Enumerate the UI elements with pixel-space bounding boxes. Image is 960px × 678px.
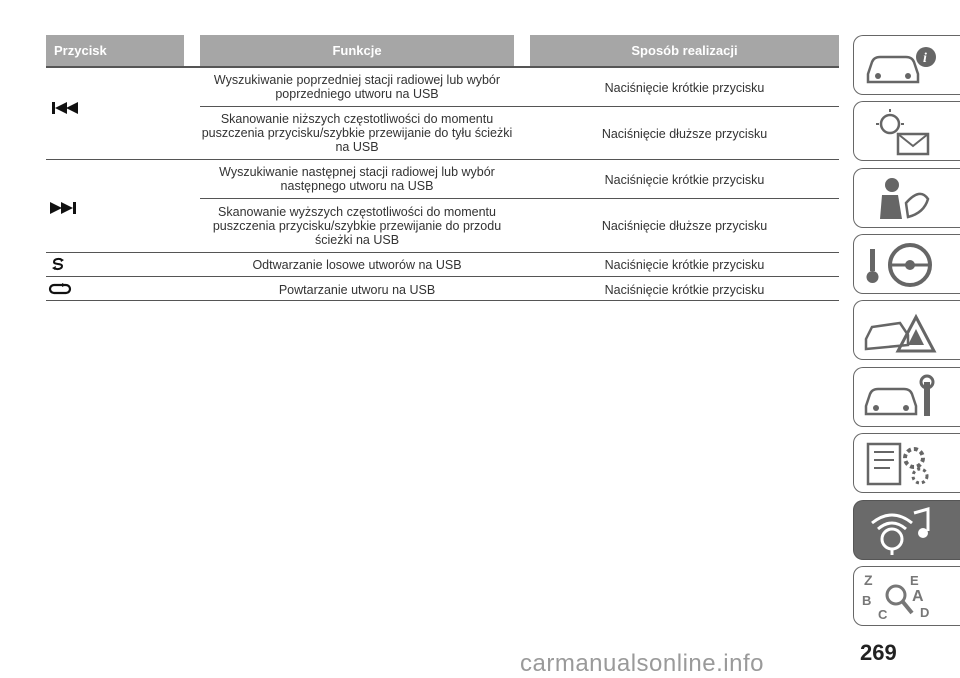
tab-maintenance[interactable] [853, 367, 960, 427]
watermark: carmanualsonline.info [520, 650, 764, 677]
function-text: Wyszukiwanie następnej stacji radiowej lub wybór następnego utworu na USB [219, 165, 495, 193]
method-text: Naciśnięcie krótkie przycisku [604, 258, 765, 272]
header-function-column: Funkcje [200, 35, 514, 66]
function-text: Skanowanie wyższych częstotliwości do momentu puszczenia przycisku/szybkie przewijanie do przodu ścieżki na USB [212, 205, 502, 247]
row-divider [46, 159, 839, 160]
svg-text:i: i [923, 51, 927, 66]
function-text: Odtwarzanie losowe utworów na USB [252, 258, 462, 272]
svg-text:A: A [912, 588, 924, 605]
svg-text:E: E [910, 573, 919, 588]
tab-technical-data[interactable] [853, 433, 960, 493]
car-info-icon [862, 40, 942, 90]
tab-car-info[interactable] [853, 35, 960, 95]
previous-track-icon [52, 101, 82, 115]
header-method-column: Sposób realizacji [530, 35, 839, 66]
warning-lights-icon [862, 106, 942, 156]
tab-warning-lights[interactable] [853, 101, 960, 161]
driving-steering-icon [862, 239, 942, 289]
row-divider [200, 198, 839, 199]
method-text: Naciśnięcie krótkie przycisku [604, 173, 765, 187]
row-divider [46, 252, 839, 253]
function-text: Wyszukiwanie poprzedniej stacji radiowej lub wybór poprzedniego utworu na USB [213, 73, 501, 101]
index-icon [862, 571, 942, 623]
method-text: Naciśnięcie dłuższe przycisku [601, 219, 768, 233]
maintenance-icon [862, 372, 942, 422]
tab-index[interactable] [853, 566, 960, 626]
repeat-icon [48, 283, 72, 295]
function-text: Powtarzanie utworu na USB [278, 283, 436, 297]
header-underline [46, 66, 839, 68]
emergency-icon [862, 305, 942, 355]
page-number: 269 [860, 640, 897, 665]
header-button-column: Przycisk [46, 35, 184, 66]
safety-airbag-icon [862, 173, 942, 223]
svg-text:D: D [920, 605, 930, 620]
row-divider [46, 300, 839, 301]
tab-emergency[interactable] [853, 300, 960, 360]
method-text: Naciśnięcie krótkie przycisku [604, 283, 765, 297]
method-text: Naciśnięcie krótkie przycisku [604, 81, 765, 95]
tab-multimedia[interactable] [853, 500, 960, 560]
next-track-icon [50, 201, 80, 215]
svg-text:B: B [862, 593, 872, 608]
tab-safety[interactable] [853, 168, 960, 228]
method-text: Naciśnięcie dłuższe przycisku [601, 127, 768, 141]
function-text: Skanowanie niższych częstotliwości do momentu puszczenia przycisku/szybkie przewijanie do tyłu ścieżki na USB [201, 112, 513, 154]
multimedia-icon [862, 505, 942, 555]
shuffle-icon [51, 257, 65, 271]
svg-text:C: C [878, 607, 888, 622]
tab-driving[interactable] [853, 234, 960, 294]
row-divider [200, 106, 839, 107]
svg-text:Z: Z [864, 572, 873, 588]
technical-data-icon [862, 438, 942, 488]
row-divider [46, 276, 839, 277]
